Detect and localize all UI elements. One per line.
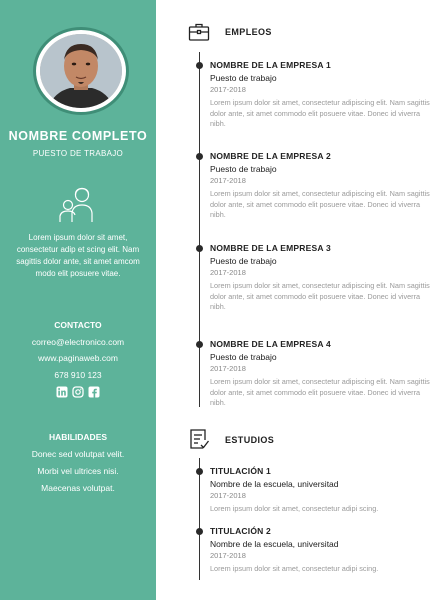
profile-photo [40, 34, 122, 108]
contact-email[interactable]: correo@electronico.com [31, 337, 125, 347]
main-content [156, 0, 436, 600]
study-dates: 2017-2018 [210, 551, 246, 560]
employment-entry [210, 243, 430, 313]
school-name: Nombre de la escuela, universitad [210, 539, 339, 549]
job-dates: 2017-2018 [210, 268, 246, 277]
job-title: PUESTO DE TRABAJO [32, 149, 124, 158]
facebook-icon[interactable] [88, 386, 100, 398]
profile-photo-frame [33, 27, 129, 115]
job-role: Puesto de trabajo [210, 73, 277, 83]
study-description: Lorem ipsum dolor sit amet, consectetur adipi scing. [210, 564, 379, 573]
contact-phone: 678 910 123 [54, 370, 102, 380]
employment-heading: EMPLEOS [225, 27, 272, 37]
study-dates: 2017-2018 [210, 491, 246, 500]
instagram-icon[interactable] [72, 386, 84, 398]
company-name: NOMBRE DE LA EMPRESA 4 [210, 339, 331, 349]
education-heading: ESTUDIOS [225, 435, 275, 445]
job-role: Puesto de trabajo [210, 164, 277, 174]
timeline-dot [196, 153, 203, 160]
employment-entry [210, 339, 430, 409]
job-role: Puesto de trabajo [210, 352, 277, 362]
company-name: NOMBRE DE LA EMPRESA 3 [210, 243, 331, 253]
job-dates: 2017-2018 [210, 176, 246, 185]
job-description: Lorem ipsum dolor sit amet, consectetur adipiscing elit. Nam sagittis dolor ante, sit amet commodo elit posuere vitae. Donec id viverra nibh. [210, 377, 430, 407]
skills-heading: HABILIDADES [48, 432, 108, 442]
job-role: Puesto de trabajo [210, 256, 277, 266]
education-timeline [199, 458, 200, 580]
about-text: Lorem ipsum dolor sit amet, consectetur adip et scing elit. Nam sagittis dolor ante, sit amet amcom modo elit posuere vitae. [16, 233, 140, 278]
job-description: Lorem ipsum dolor sit amet, consectetur adipiscing elit. Nam sagittis dolor ante, sit amet commodo elit posuere vitae. Donec id viverra nibh. [210, 98, 430, 128]
full-name: NOMBRE COMPLETO [8, 129, 148, 143]
degree-name: TITULACIÓN 1 [210, 466, 271, 476]
timeline-dot [196, 245, 203, 252]
job-description: Lorem ipsum dolor sit amet, consectetur adipiscing elit. Nam sagittis dolor ante, sit amet commodo elit posuere vitae. Donec id viverra nibh. [210, 189, 430, 219]
timeline-dot [196, 468, 203, 475]
company-name: NOMBRE DE LA EMPRESA 1 [210, 60, 331, 70]
employment-timeline [199, 52, 200, 407]
skill-item: Maecenas volutpat. [41, 483, 115, 493]
employment-entry [210, 60, 430, 130]
sidebar [0, 0, 156, 600]
skill-item: Morbi vel ultrices nisi. [37, 466, 119, 476]
contact-heading: CONTACTO [54, 320, 102, 330]
company-name: NOMBRE DE LA EMPRESA 2 [210, 151, 331, 161]
education-entry [210, 466, 430, 515]
job-dates: 2017-2018 [210, 364, 246, 373]
checklist-icon [188, 428, 210, 450]
timeline-dot [196, 528, 203, 535]
job-dates: 2017-2018 [210, 85, 246, 94]
school-name: Nombre de la escuela, universitad [210, 479, 339, 489]
degree-name: TITULACIÓN 2 [210, 526, 271, 536]
job-description: Lorem ipsum dolor sit amet, consectetur adipiscing elit. Nam sagittis dolor ante, sit amet commodo elit posuere vitae. Donec id viverra nibh. [210, 281, 430, 311]
timeline-dot [196, 62, 203, 69]
employment-entry [210, 151, 430, 221]
study-description: Lorem ipsum dolor sit amet, consectetur adipi scing. [210, 504, 379, 513]
timeline-dot [196, 341, 203, 348]
education-entry [210, 526, 430, 575]
linkedin-icon[interactable] [56, 386, 68, 398]
social-links [56, 386, 102, 400]
people-icon [56, 185, 100, 225]
contact-website[interactable]: www.paginaweb.com [38, 353, 118, 363]
briefcase-icon [188, 21, 210, 43]
skill-item: Donec sed volutpat velit. [31, 449, 125, 459]
